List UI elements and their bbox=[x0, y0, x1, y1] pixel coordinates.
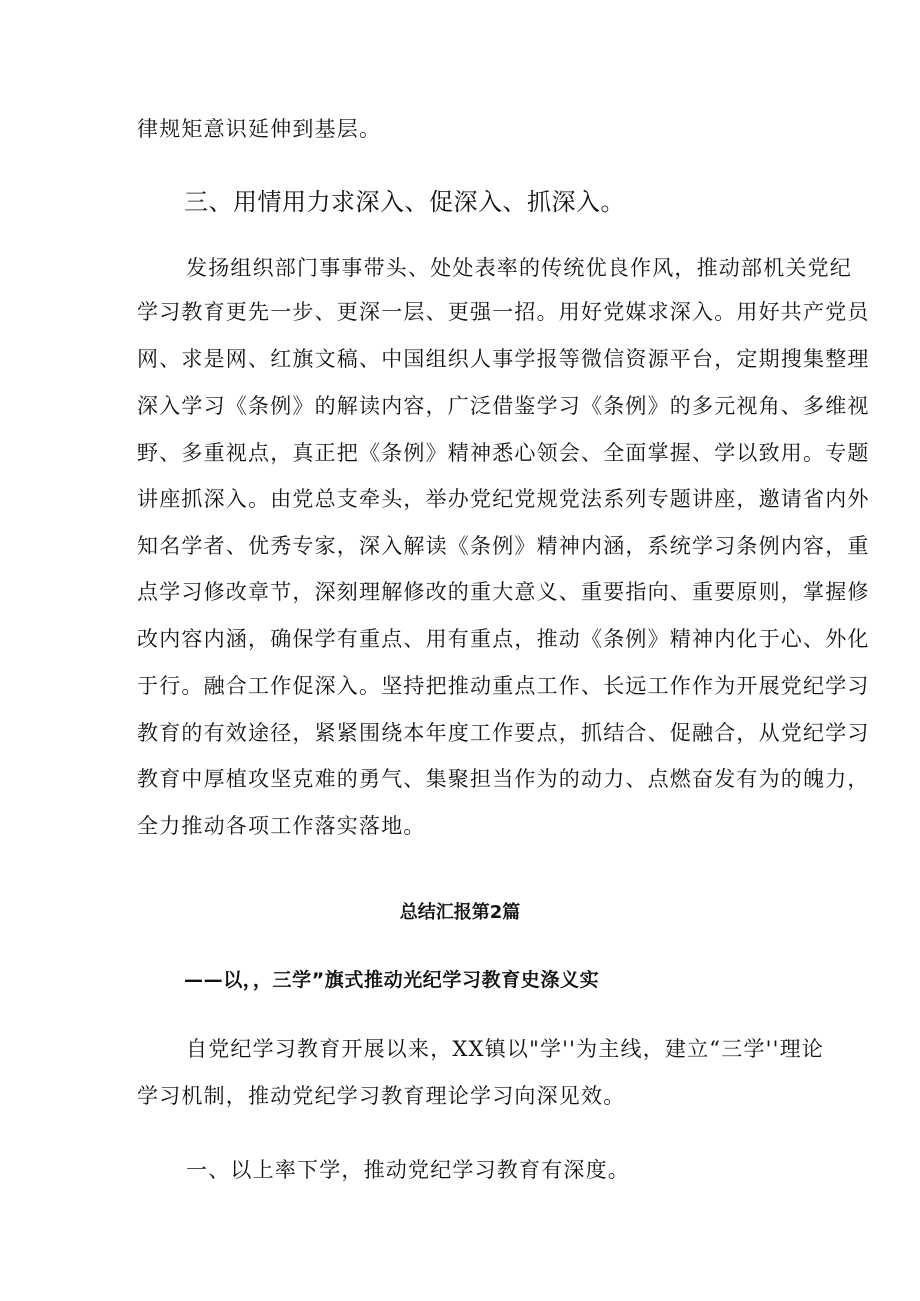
paragraph-line: 教育中厚植攻坚克难的勇气、集聚担当作为的动力、点燃奋发有为的魄力， bbox=[137, 767, 870, 791]
paragraph-line: 自党纪学习教育开展以来，XX镇以"学''为主线，建立“三学''理论 bbox=[186, 1037, 824, 1061]
paragraph-line: 全力推动各项工作落实落地。 bbox=[137, 814, 426, 838]
paragraph-line: 教育的有效途径，紧紧围绕本年度工作要点，抓结合、促融合，从党纪学习 bbox=[137, 721, 870, 745]
paragraph-line: 改内容内涵，确保学有重点、用有重点，推动《条例》精神内化于心、外化 bbox=[137, 627, 870, 651]
paragraph-line: 学习教育更先一步、更深一层、更强一招。用好党媒求深入。用好共产党员 bbox=[137, 300, 870, 324]
paragraph-line: 点学习修改章节，深刻理解修改的重大意义、重要指向、重要原则，掌握修 bbox=[137, 580, 870, 604]
section-heading-three: 三、用情用力求深入、促深入、抓深入。 bbox=[184, 188, 625, 216]
paragraph-line: 讲座抓深入。由党总支牵头，举办党纪党规党法系列专题讲座，邀请省内外 bbox=[137, 487, 870, 511]
paragraph-line: 发扬组织部门事事带头、处处表率的传统优良作风，推动部机关党纪 bbox=[186, 256, 852, 280]
paragraph-line: 深入学习《条例》的解读内容，广泛借鉴学习《条例》的多元视角、多维视 bbox=[137, 394, 870, 418]
article-title: 总结汇报第2篇 bbox=[399, 902, 521, 923]
paragraph-line: 野、多重视点，真正把《条例》精神悉心领会、全面掌握、学以致用。专题 bbox=[137, 441, 870, 465]
paragraph-line: 于行。融合工作促深入。坚持把推动重点工作、长远工作作为开展党纪学习 bbox=[137, 674, 870, 698]
paragraph-line: 知名学者、优秀专家，深入解读《条例》精神内涵，系统学习条例内容，重 bbox=[137, 534, 870, 558]
point-one-heading: 一、以上率下学，推动党纪学习教育有深度。 bbox=[186, 1158, 630, 1182]
paragraph-fragment: 律规矩意识延伸到基层。 bbox=[137, 117, 382, 141]
paragraph-line: 学习机制，推动党纪学习教育理论学习向深见效。 bbox=[137, 1084, 626, 1108]
paragraph-line: 网、求是网、红旗文稿、中国组织人事学报等微信资源平台，定期搜集整理 bbox=[137, 347, 870, 371]
article-subtitle: ——以，，三学”旗式推动光纪学习教育史涤义实 bbox=[184, 969, 600, 991]
